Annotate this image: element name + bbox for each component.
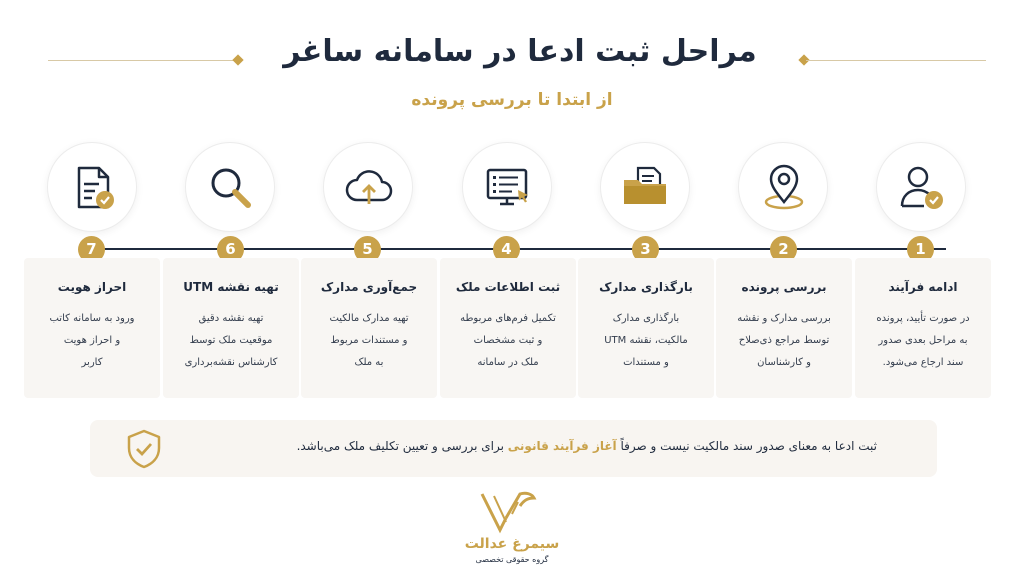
step-title: ادامه فرآیند [888,280,958,294]
step-card [716,258,852,398]
legal-note-text: ثبت ادعا به معنای صدور سند مالکیت نیست و صرفاً آغاز فرآیند قانونی برای بررسی و تعیین تکلیف ملک می‌باشد. [296,439,877,453]
diamond-icon [232,54,243,65]
step-number-badge: 2 [770,236,797,263]
step-description: تهیه نقشه دقیق موقعیت ملک توسط کارشناس نقشه‌برداری [184,313,278,368]
step-number-badge: 6 [217,236,244,263]
step-description: در صورت تأیید، پرونده به مراحل بعدی صدور سند ارجاع می‌شود. [876,313,970,368]
step-number-badge: 1 [907,236,934,263]
step-description: بارگذاری مدارک مالکیت، نقشه UTM و مستندات [604,313,688,368]
shield-check-icon [124,428,164,470]
step-description: بررسی مدارک و نقشه توسط مراجع ذی‌صلاح و کارشناسان [737,313,831,368]
location-pin-icon [738,142,828,232]
step-card [578,258,714,398]
computer-form-icon [462,142,552,232]
user-check-icon [876,142,966,232]
step-number-badge: 7 [78,236,105,263]
step-card [855,258,991,398]
step-card [24,258,160,398]
step-title: جمع‌آوری مدارک [320,280,418,294]
step-title: تهیه نقشه UTM [183,280,279,294]
step-description: تهیه مدارک مالکیت و مستندات مربوط به ملک [329,313,409,368]
step-card [301,258,437,398]
document-check-icon [47,142,137,232]
brand-name: سیمرغ عدالت [464,536,560,552]
cloud-upload-icon [323,142,413,232]
simorgh-logo-icon [472,488,542,536]
page-title: مراحل ثبت ادعا در سامانه ساغر [283,34,757,69]
step-number-badge: 3 [632,236,659,263]
step-number-badge: 4 [493,236,520,263]
step-title: بررسی پرونده [741,280,827,294]
title-row [0,34,1024,84]
step-title: ثبت اطلاعات ملک [455,280,561,294]
step-title: احراز هویت [57,280,127,294]
step-card [163,258,299,398]
step-description: ورود به سامانه کاتب و احراز هویت کاربر [49,313,135,368]
page-subtitle: از ابتدا تا بررسی پرونده [411,90,613,110]
title-divider-right [806,60,986,61]
step-number-badge: 5 [354,236,381,263]
step-title: بارگذاری مدارک [599,280,693,294]
note-highlight: آغاز فرآیند قانونی [507,439,617,453]
brand-tagline: گروه حقوقی تخصصی [475,555,549,564]
search-icon [185,142,275,232]
step-description: تکمیل فرم‌های مربوطه و ثبت مشخصات ملک در سامانه [460,313,556,368]
step-card [440,258,576,398]
legal-note-box [90,420,937,477]
title-divider-left [48,60,238,61]
folder-icon [600,142,690,232]
